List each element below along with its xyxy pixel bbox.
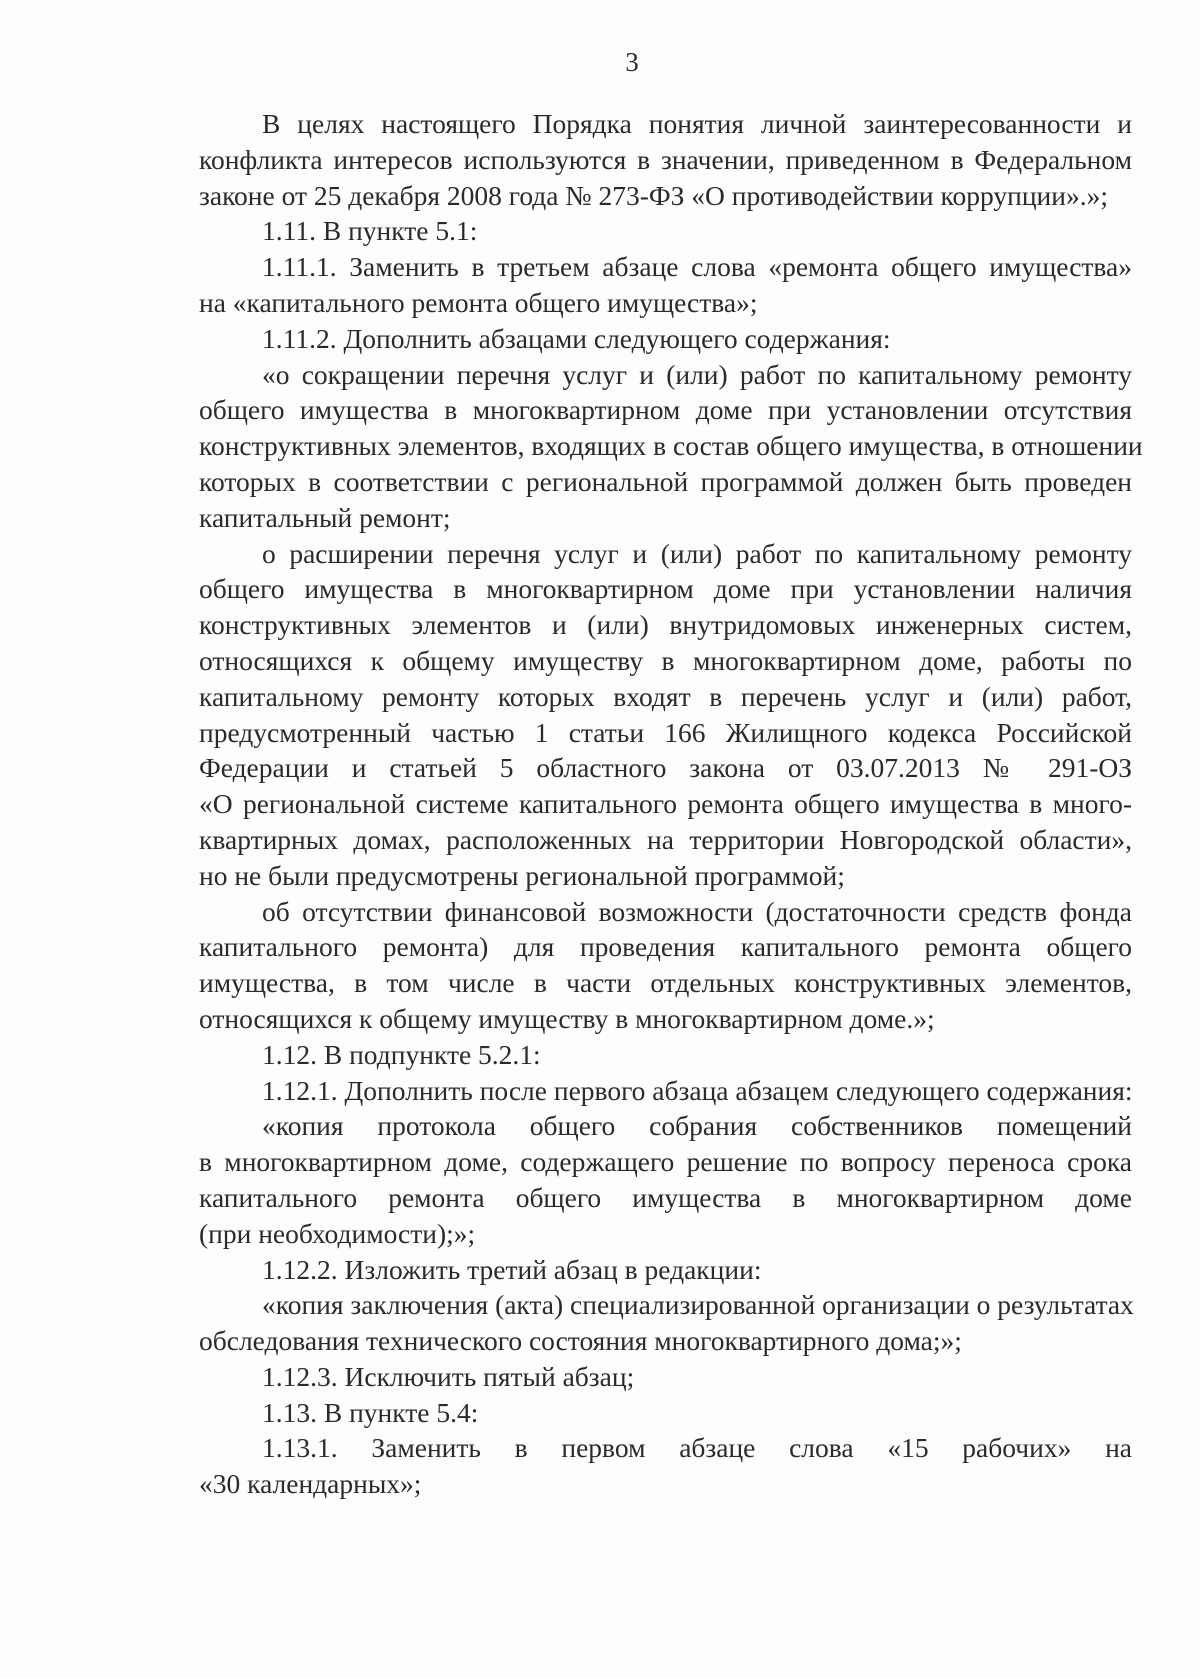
text-line: капитальному ремонту которых входят в перечень услуг и (или) работ, bbox=[199, 680, 1132, 712]
text-line: «копия заключения (акта) специализированной организации о результатах bbox=[262, 1289, 1134, 1321]
text-line: общего имущества в многоквартирном доме при установлении наличия bbox=[199, 573, 1132, 605]
text-line: на «капитального ремонта общего имущества»; bbox=[199, 286, 758, 318]
text-line: 1.11.2. Дополнить абзацами следующего содержания: bbox=[262, 322, 891, 354]
text-line: конструктивных элементов, входящих в состав общего имущества, в отношении bbox=[199, 430, 1143, 462]
text-line: 1.12. В подпункте 5.2.1: bbox=[262, 1038, 541, 1070]
text-line: «копия протокола общего собрания собственников помещений bbox=[262, 1110, 1132, 1142]
page-number: 3 bbox=[625, 47, 639, 77]
text-line: 1.12.1. Дополнить после первого абзаца абзацем следующего содержания: bbox=[262, 1074, 1133, 1106]
text-line: конструктивных элементов и (или) внутридомовых инженерных систем, bbox=[199, 609, 1132, 641]
text-line: капитального ремонта) для проведения капитального ремонта общего bbox=[199, 931, 1132, 963]
text-line: но не были предусмотрены региональной программой; bbox=[199, 859, 845, 891]
text-line: законе от 25 декабря 2008 года № 273-ФЗ «О противодействии коррупции».»; bbox=[199, 179, 1108, 211]
text-line: относящихся к общему имуществу в многоквартирном доме, работы по bbox=[199, 644, 1132, 676]
text-line: капитальный ремонт; bbox=[199, 501, 451, 533]
text-line: В целях настоящего Порядка понятия личной заинтересованности и bbox=[262, 108, 1132, 139]
text-line: капитального ремонта общего имущества в многоквартирном доме bbox=[199, 1181, 1132, 1213]
text-line: квартирных домах, расположенных на территории Новгородской области», bbox=[199, 823, 1132, 855]
text-line: о расширении перечня услуг и (или) работ по капитальному ремонту bbox=[262, 537, 1132, 569]
text-line: относящихся к общему имуществу в многоквартирном доме.»; bbox=[199, 1002, 935, 1034]
text-line: предусмотренный частью 1 статьи 166 Жилищного кодекса Российской bbox=[199, 716, 1132, 748]
text-line: имущества, в том числе в части отдельных конструктивных элементов, bbox=[199, 967, 1132, 999]
document-body bbox=[199, 106, 1143, 1502]
text-line: 1.12.3. Исключить пятый абзац; bbox=[262, 1360, 635, 1392]
text-line: конфликта интересов используются в значении, приведенном в Федеральном bbox=[199, 143, 1132, 175]
text-line: 1.12.2. Изложить третий абзац в редакции: bbox=[262, 1253, 762, 1285]
text-line: «30 календарных»; bbox=[199, 1468, 422, 1500]
text-line: «О региональной системе капитального ремонта общего имущества в много- bbox=[199, 788, 1132, 820]
text-line: в многоквартирном доме, содержащего решение по вопросу переноса срока bbox=[199, 1146, 1132, 1178]
text-line: об отсутствии финансовой возможности (достаточности средств фонда bbox=[262, 895, 1132, 927]
text-line: «о сокращении перечня услуг и (или) работ по капитальному ремонту bbox=[262, 358, 1132, 390]
text-line: 1.11.1. Заменить в третьем абзаце слова «ремонта общего имущества» bbox=[262, 251, 1132, 283]
text-line: Федерации и статьей 5 областного закона от 03.07.2013 № 291-ОЗ bbox=[199, 752, 1132, 784]
text-line: обследования технического состояния многоквартирного дома;»; bbox=[199, 1325, 962, 1357]
text-line: общего имущества в многоквартирном доме при установлении отсутствия bbox=[199, 394, 1132, 426]
text-line: (при необходимости);»; bbox=[199, 1217, 476, 1249]
text-line: 1.11. В пункте 5.1: bbox=[262, 215, 478, 247]
text-line: которых в соответствии с региональной программой должен быть проведен bbox=[199, 465, 1132, 497]
text-line: 1.13. В пункте 5.4: bbox=[262, 1396, 479, 1428]
text-line: 1.13.1. Заменить в первом абзаце слова «15 рабочих» на bbox=[262, 1432, 1132, 1464]
